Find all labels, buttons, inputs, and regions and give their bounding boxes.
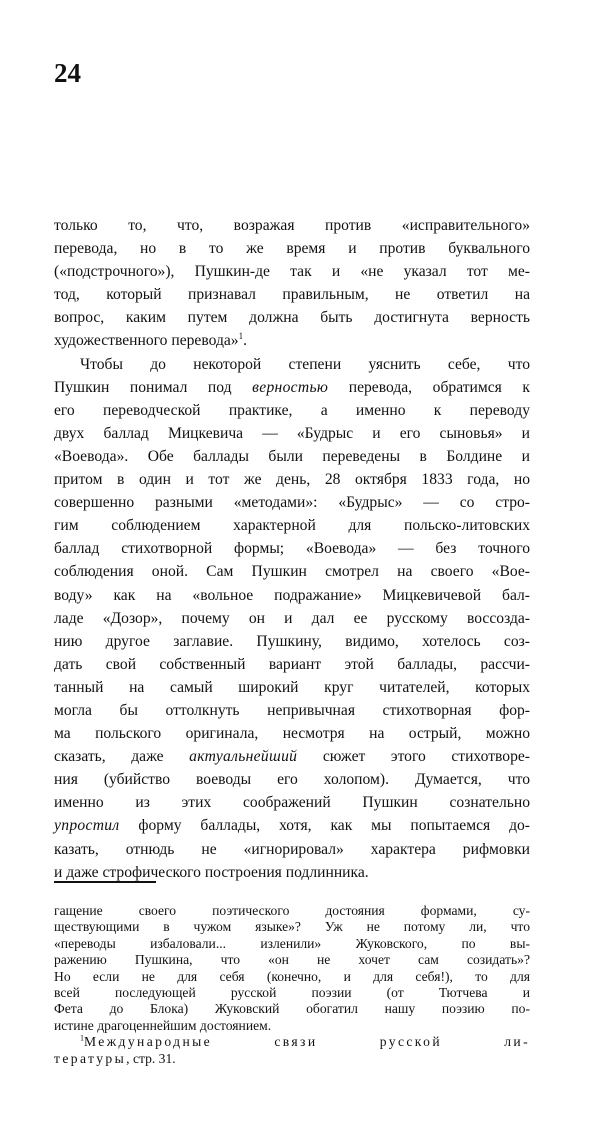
emphasized-word: верностью	[252, 378, 329, 396]
text-line: соблюдения оной. Сам Пушкин смотрел на своего «Вое-	[54, 563, 530, 581]
main-text	[54, 214, 530, 884]
footnote-page-ref: , стр. 31.	[126, 1050, 176, 1066]
text-line: «Воевода». Обе баллады были переведены в Болдине и	[54, 447, 530, 465]
text-fragment: сказать, даже	[54, 748, 190, 766]
text-line: тод, который признавал правильным, не ответил на	[54, 286, 530, 304]
text-fragment: перевода, обратимся к	[328, 378, 530, 396]
text-line: и даже строфического построения подлинника.	[54, 863, 369, 881]
footnote-line: «переводы избаловали... изленили» Жуковского, по вы-	[54, 935, 530, 951]
paragraph-1	[54, 214, 530, 353]
text-line: только то, что, возражая против «исправительного»	[54, 217, 530, 234]
footnote-reference: 1	[238, 331, 244, 342]
text-line: ма польского оригинала, несмотря на острый, можно	[54, 725, 530, 743]
text-fragment: форму баллады, хотя, как мы попытаемся до-	[119, 817, 530, 835]
footnote-line: гащение своего поэтического достояния формами, су-	[54, 903, 530, 918]
emphasized-word: упростил	[54, 817, 120, 835]
text-line: дать свой собственный вариант этой баллады, рассчи-	[54, 655, 530, 673]
footnote-line	[54, 1051, 530, 1067]
footnote-line: Фета до Блока) Жуковский обогатил нашу поэзию по-	[54, 1001, 530, 1017]
text-fragment: сюжет этого стихотворе-	[297, 748, 531, 766]
text-line: ладе «Дозор», почему он и дал ее русскому воссозда-	[54, 609, 530, 627]
text-fragment: Пушкин понимал под	[54, 378, 253, 396]
text-line: («подстрочного»), Пушкин-де так и «не указал тот ме-	[54, 263, 530, 281]
text-line: притом в один и тот же день, 28 октября 1833 года, но	[54, 471, 530, 489]
footnote-line: ществующими в чужом языке»? Уж не потому ли, что	[54, 919, 530, 935]
text-fragment: художественного перевода»	[54, 332, 239, 350]
text-line: вопрос, каким путем должна быть достигнута верность	[54, 309, 530, 327]
text-line: совершенно разными «методами»: «Будрыс» — со стро-	[54, 494, 530, 512]
page-number: 24	[54, 58, 81, 88]
text-line: Чтобы до некоторой степени уяснить себе, что	[80, 355, 530, 373]
footnote-1	[54, 1034, 530, 1050]
text-line: его переводческой практике, а именно к переводу	[54, 401, 530, 419]
footnote-divider	[54, 881, 156, 883]
text-line: воду» как на «вольное подражание» Мицкевичевой бал-	[54, 586, 530, 604]
paragraph-2	[54, 353, 530, 884]
footnotes	[54, 903, 530, 1067]
text-line: именно из этих соображений Пушкин сознательно	[54, 794, 530, 812]
footnote-line: ражению Пушкина, что «он не хочет сам созидать»?	[54, 952, 530, 968]
footnote-line: всей последующей русской поэзии (от Тютчева и	[54, 985, 530, 1001]
footnote-citation: тературы	[54, 1050, 127, 1066]
text-line: казать, отнюдь не «игнорировал» характера рифмовки	[54, 840, 530, 858]
text-line	[54, 745, 530, 768]
footnote-line: истине драгоценнейшим достоянием.	[54, 1017, 272, 1033]
text-line: баллад стихотворной формы; «Воевода» — без точного	[54, 540, 530, 558]
text-line: ния (убийство воеводы его холопом). Думается, что	[54, 771, 530, 789]
text-line: могла бы оттолкнуть непривычная стихотворная фор-	[54, 701, 530, 719]
text-line: танный на самый широкий круг читателей, которых	[54, 678, 530, 696]
text-line	[54, 814, 530, 837]
footnote-number: 1	[80, 1033, 84, 1043]
footnote-line: Но если не для себя (конечно, и для себя!), то для	[54, 968, 530, 984]
text-line	[54, 329, 530, 352]
text-line	[54, 376, 530, 399]
text-line: перевода, но в то же время и против буквального	[54, 240, 530, 258]
footnote-citation: Международные связи русской ли-	[84, 1034, 530, 1050]
text-fragment: .	[243, 332, 248, 350]
emphasized-word: актуальнейший	[189, 748, 298, 766]
text-line: нию другое заглавие. Пушкину, видимо, хотелось соз-	[54, 632, 530, 650]
text-line: гим соблюдением характерной для польско-литовских	[54, 517, 530, 535]
text-line: двух баллад Мицкевича — «Будрыс и его сыновья» и	[54, 424, 530, 442]
